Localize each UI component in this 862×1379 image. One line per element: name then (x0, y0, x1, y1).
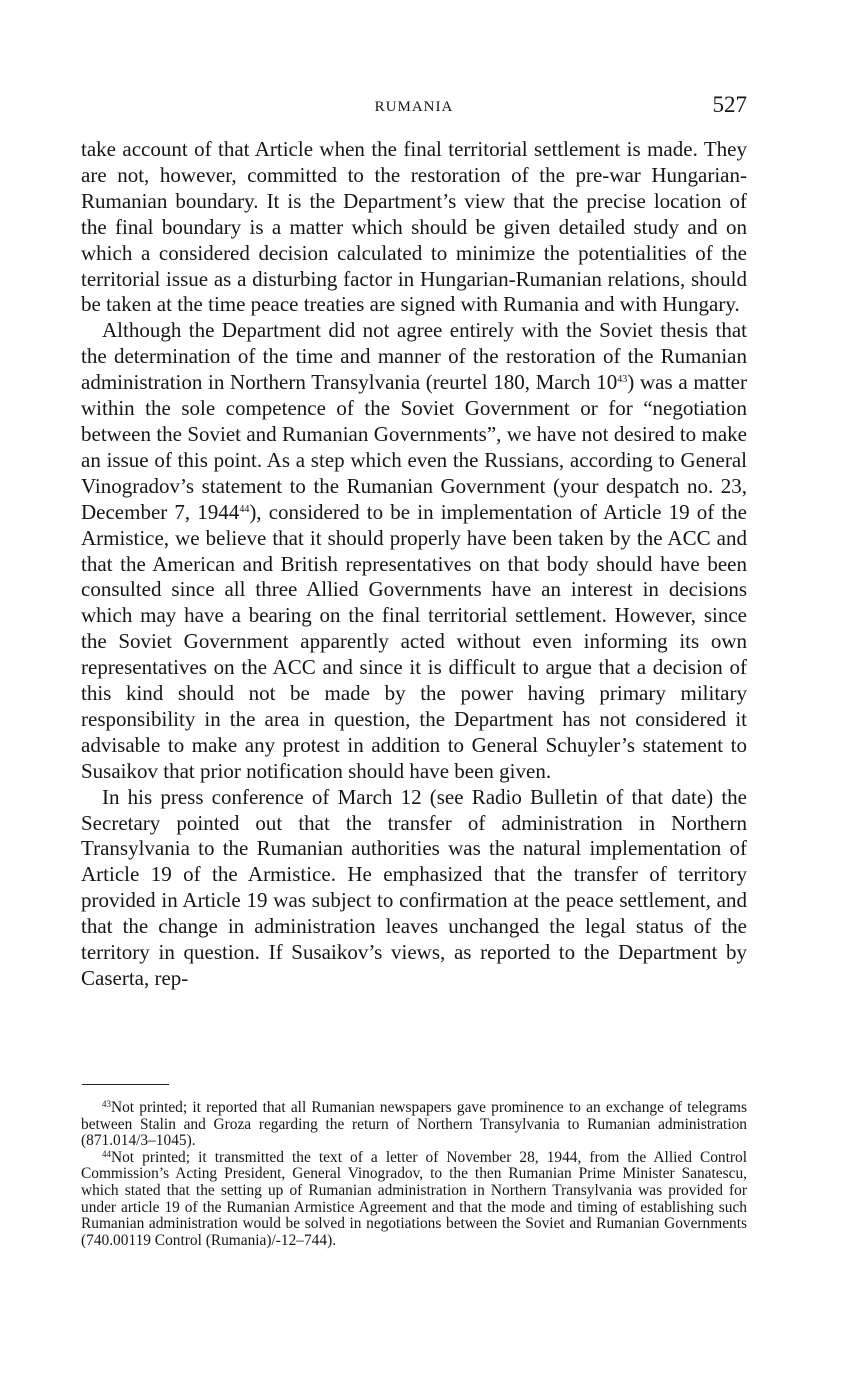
paragraph-2-part-a: Although the Department did not agree entirely with the Soviet thesis that the determination of the time and manner of the restoration of the Rumanian administration in Northern Transylvania (reurtel 180, March 10 (81, 318, 747, 395)
paragraph-2 (81, 318, 747, 784)
paragraph-2-part-b: ) was a matter within the sole competence of the Soviet Government or for “negotiation between the Soviet and Rumanian Governments”, we have not desired to make an issue of this point. As a step which even the Russians, according to General Vinogradov’s statement to the Rumanian Government (your despatch no. 23, December 7, 1944 (81, 370, 747, 524)
paragraph-3: In his press conference of March 12 (see Radio Bulletin of that date) the Secretary pointed out that the transfer of administration in Northern Transylvania to the Rumanian authorities was the natural implementation of Article 19 of the Armistice. He emphasized that the transfer of territory provided in Article 19 was subject to confirmation at the peace settlement, and that the change in administration leaves unchanged the legal status of the territory in question. If Susaikov’s views, as reported to the Department by Caserta, rep- (81, 784, 747, 990)
footnote-ref-44: 44 (239, 503, 250, 515)
footnotes (81, 1100, 747, 1249)
footnote-text: Not printed; it transmitted the text of a letter of November 28, 1944, from the Allied Control Commission’s Acting President, General Vinogradov, to the then Rumanian Prime Minister Sanatescu, which stated that the setting up of Rumanian administration in Northern Transylvania was provided for under article 19 of the Rumanian Armistice Agreement and that the mode and timing of establishing such Rumanian administration would be solved in negotiations between the Soviet and Rumanian Governments (740.00119 Control (Rumania)/-12–744). (81, 1148, 747, 1249)
body-text (81, 137, 747, 992)
footnote-43 (81, 1100, 747, 1150)
footnote-text: Not printed; it reported that all Rumanian newspapers gave prominence to an exchange of telegrams between Stalin and Groza regarding the return of Northern Transylvania to Rumanian administration (871.014/3–1045). (81, 1099, 747, 1150)
paragraph-1: take account of that Article when the final territorial settlement is made. They are not, however, committed to the restoration of the pre-war Hungarian-Rumanian boundary. It is the Department’s view that the precise location of the final boundary is a matter which should be given detailed study and on which a considered decision calculated to minimize the potentialities of the territorial issue as a disturbing factor in Hungarian-Rumanian relations, should be taken at the time peace treaties are signed with Rumania and with Hungary. (81, 137, 747, 317)
page-header (81, 92, 747, 122)
footnote-number: 44 (102, 1148, 111, 1159)
footnote-44 (81, 1150, 747, 1250)
paragraph-2-part-c: ), considered to be in implementation of Article 19 of the Armistice, we believe that it should properly have been taken by the ACC and that the American and British representatives on that body should have been consulted since all three Allied Governments have an interest in decisions which may have a bearing on the final territorial settlement. However, since the Soviet Government apparently acted without even informing its own representatives on the ACC and since it is difficult to argue that a decision of this kind should not be made by the power having primary military responsibility in the area in question, the Department has not considered it advisable to make any protest in addition to General Schuyler’s statement to Susaikov that prior notification should have been given. (81, 499, 747, 783)
footnote-number: 43 (102, 1099, 111, 1109)
page-number: 527 (712, 92, 747, 117)
footnote-ref-43: 43 (617, 374, 628, 386)
footnote-divider (82, 1084, 169, 1085)
running-head: RUMANIA (374, 99, 454, 115)
